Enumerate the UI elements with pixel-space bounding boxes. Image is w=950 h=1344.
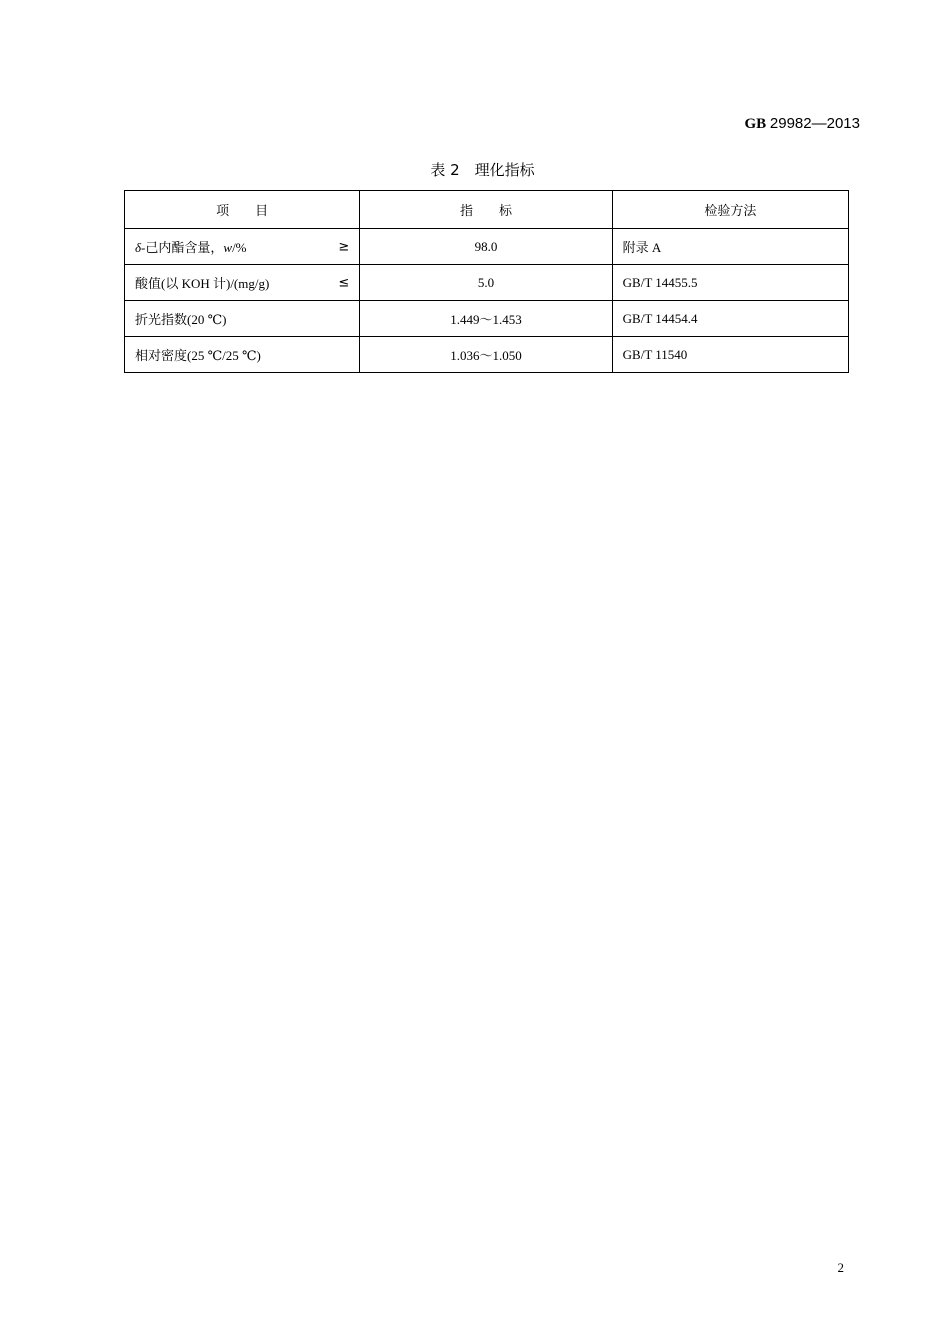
table-title: 表 2 理化指标 [430, 161, 535, 179]
row-method-cell: GB/T 14454.4 [612, 301, 848, 337]
row-value-cell: 1.036～1.050 [360, 337, 612, 373]
table-row [125, 301, 849, 337]
item-label: -己内酯含量， [141, 240, 224, 255]
comparison-symbol: ≤ [338, 275, 350, 290]
table-row [125, 337, 849, 373]
item-symbol-delta: δ [135, 240, 142, 255]
row-value-cell: 5.0 [360, 265, 612, 301]
row-method-cell: GB/T 14455.5 [612, 265, 848, 301]
row-method-cell: 附录 A [612, 229, 848, 265]
row-method-cell: GB/T 11540 [612, 337, 848, 373]
item-label: 酸值(以 KOH 计)/(mg/g) [135, 276, 270, 291]
table-header-row [125, 191, 849, 229]
row-item-cell [125, 337, 360, 373]
column-header-method: 检验方法 [612, 191, 848, 229]
standard-prefix: GB [744, 116, 767, 132]
row-value-cell: 98.0 [360, 229, 612, 265]
column-header-value: 指 标 [360, 191, 612, 229]
row-item-cell [125, 265, 360, 301]
item-unit: /% [232, 240, 247, 255]
item-variable: w [223, 240, 233, 255]
item-label: 相对密度(25 ℃/25 ℃) [135, 348, 261, 363]
standard-number [744, 115, 860, 133]
row-item-cell [125, 229, 360, 265]
row-value-cell: 1.449～1.453 [360, 301, 612, 337]
comparison-symbol: ≥ [338, 239, 350, 254]
table-row [125, 265, 849, 301]
item-label: 折光指数(20 ℃) [135, 312, 227, 327]
column-header-item: 项 目 [125, 191, 360, 229]
table-row [125, 229, 849, 265]
page-number: 2 [837, 1260, 844, 1275]
row-item-cell [125, 301, 360, 337]
spec-table [124, 190, 849, 373]
standard-code: 29982—2013 [769, 115, 860, 132]
